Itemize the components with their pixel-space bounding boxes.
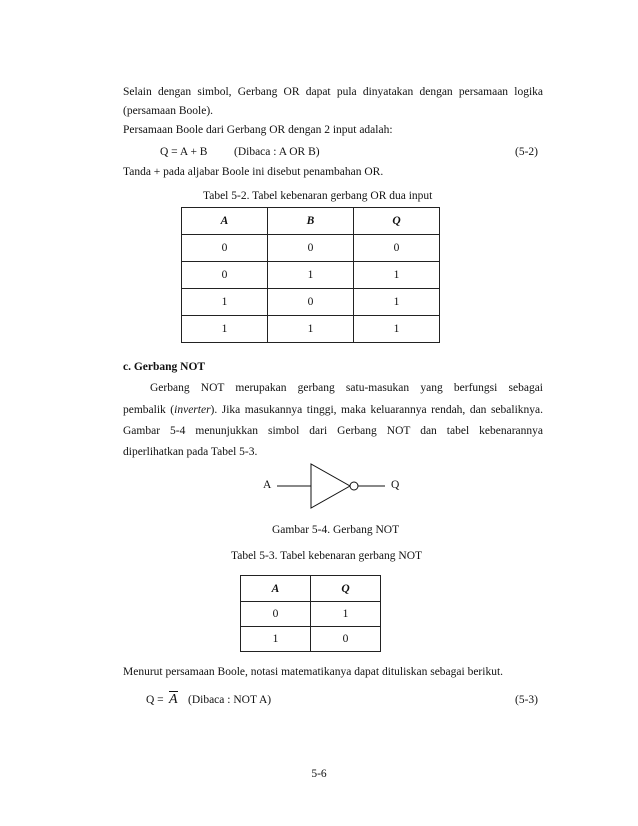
table-cell: 0 (267, 235, 353, 262)
paragraph-line: Gerbang NOT merupakan gerbang satu-masukan yang berfungsi sebagai (150, 382, 543, 394)
paragraph-line: Gambar 5-4 menunjukkan simbol dari Gerbang NOT dan tabel kebenarannya (123, 425, 543, 437)
table-row (182, 316, 440, 343)
table-header-cell: Q (310, 576, 380, 602)
table-header-cell: A (182, 208, 268, 235)
table-cell: 1 (353, 262, 439, 289)
text-run: ). Jika masukannya tinggi, maka keluarannya rendah, dan sebaliknya. (210, 404, 543, 416)
table-cell: 1 (182, 289, 268, 316)
table-cell: 1 (267, 262, 353, 289)
figure-caption: Gambar 5-4. Gerbang NOT (272, 524, 400, 536)
paragraph-line: Menurut persamaan Boole, notasi matematikanya dapat dituliskan sebagai berikut. (123, 666, 504, 678)
table-row (182, 262, 440, 289)
text-run: pembalik ( (123, 404, 175, 416)
table-cell: 0 (353, 235, 439, 262)
gate-output-label: Q (391, 479, 400, 491)
inversion-bubble (350, 482, 358, 490)
table-cell: 0 (267, 289, 353, 316)
table-cell: 0 (182, 235, 268, 262)
paragraph-line: Persamaan Boole dari Gerbang OR dengan 2 input adalah: (123, 124, 393, 136)
equation-5-3-reading: (Dibaca : NOT A) (188, 694, 272, 706)
paragraph-line: Tanda + pada aljabar Boole ini disebut penambahan OR. (123, 166, 384, 178)
table-cell: 0 (241, 602, 311, 627)
table-5-3-caption: Tabel 5-3. Tabel kebenaran gerbang NOT (231, 550, 423, 562)
table-header-cell: A (241, 576, 311, 602)
equation-5-3-lhs: Q = (146, 694, 164, 706)
table-header-cell: B (267, 208, 353, 235)
equation-5-2: Q = A + B (160, 146, 208, 158)
equation-5-3-overlined-variable: A (169, 692, 178, 707)
table-cell: 0 (310, 627, 380, 652)
table-header-row (241, 576, 381, 602)
table-cell: 1 (241, 627, 311, 652)
page-number: 5-6 (311, 768, 327, 780)
table-cell: 1 (353, 289, 439, 316)
paragraph-line: Selain dengan simbol, Gerbang OR dapat pula dinyatakan dengan persamaan logika (123, 86, 543, 98)
equation-5-2-reading: (Dibaca : A OR B) (234, 146, 320, 158)
table-5-2-caption: Tabel 5-2. Tabel kebenaran gerbang OR dua input (203, 190, 433, 202)
section-heading: c. Gerbang NOT (123, 361, 206, 373)
not-gate-triangle (311, 464, 350, 508)
table-cell: 1 (267, 316, 353, 343)
paragraph-line (123, 404, 543, 416)
table-row (241, 602, 381, 627)
table-header-row (182, 208, 440, 235)
paragraph-line: diperlihatkan pada Tabel 5-3. (123, 446, 258, 458)
equation-5-2-number: (5-2) (515, 146, 538, 158)
table-5-2 (181, 207, 440, 343)
equation-5-3-number: (5-3) (515, 694, 538, 706)
gate-input-label: A (263, 479, 272, 491)
text-run-italic: inverter (174, 404, 211, 416)
table-cell: 1 (353, 316, 439, 343)
table-row (241, 627, 381, 652)
table-cell: 1 (310, 602, 380, 627)
paragraph-line: (persamaan Boole). (123, 105, 214, 117)
table-header-cell: Q (353, 208, 439, 235)
table-row (182, 235, 440, 262)
table-cell: 0 (182, 262, 268, 289)
table-5-3 (240, 575, 381, 652)
table-cell: 1 (182, 316, 268, 343)
table-row (182, 289, 440, 316)
